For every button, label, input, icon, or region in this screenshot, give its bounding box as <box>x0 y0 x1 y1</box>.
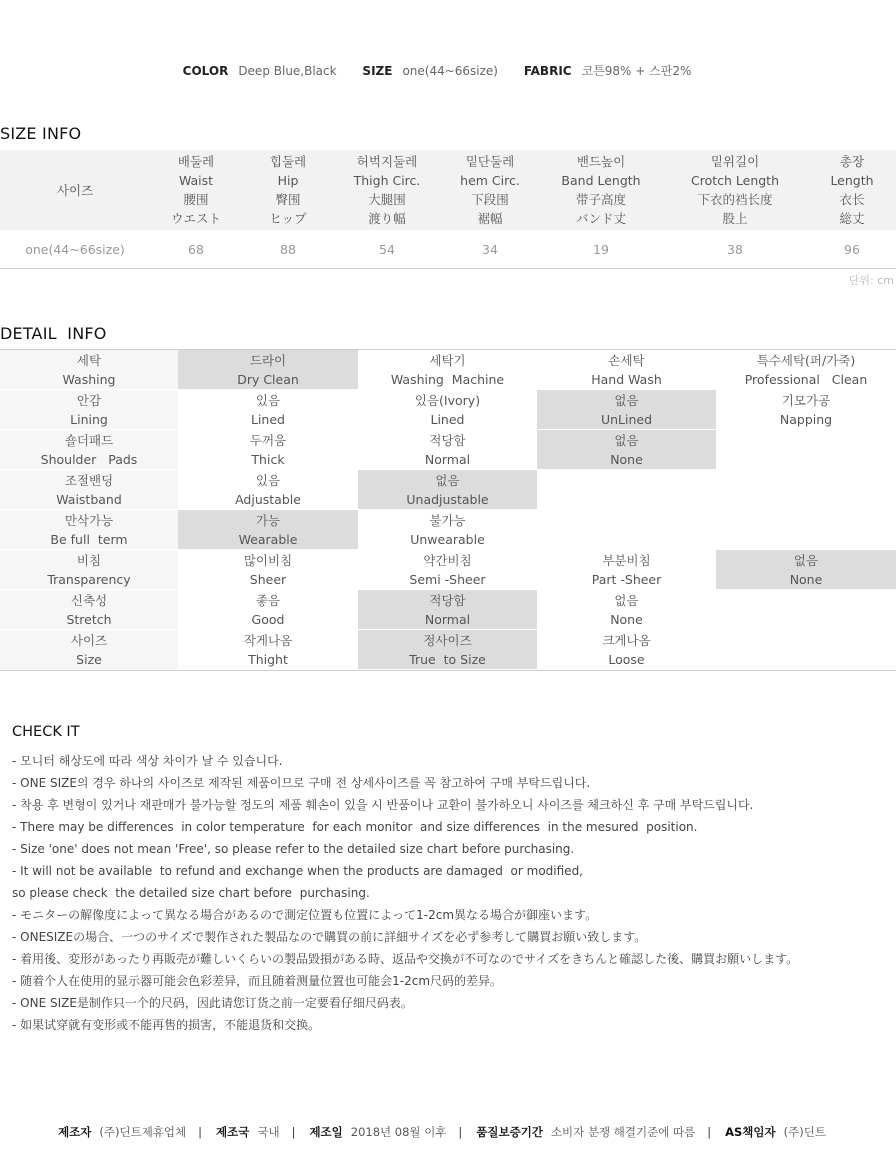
detail-row-washing <box>0 350 896 390</box>
detail-label: 조절밴딩 Waistband <box>0 470 178 510</box>
detail-label: 사이즈 Size <box>0 630 178 670</box>
detail-option: 손세탁 Hand Wash <box>537 350 716 390</box>
size-row <box>0 230 896 269</box>
size-col-band: 밴드높이 Band Length 带子高度 バンド丈 <box>540 150 662 230</box>
size-row-label: one(44~66size) <box>0 230 150 269</box>
size-col-hip: 힙둘레 Hip 臀围 ヒップ <box>242 150 334 230</box>
detail-option: 있음 Lined <box>178 390 358 430</box>
detail-option: 부분비침 Part -Sheer <box>537 550 716 590</box>
detail-option: 있음 Adjustable <box>178 470 358 510</box>
footer-key: 품질보증기간 <box>476 1125 543 1139</box>
footer-key: AS책임자 <box>725 1125 776 1139</box>
detail-row-stretch <box>0 590 896 630</box>
check-it-item: - モニターの解像度によって異なる場合があるので測定位置も位置によって1-2cm異なる場合が御座います。 <box>12 908 598 922</box>
detail-option <box>537 470 716 510</box>
footer-separator: | <box>707 1125 712 1139</box>
detail-option: 약간비침 Semi -Sheer <box>358 550 537 590</box>
footer-separator: | <box>458 1125 463 1139</box>
detail-option-selected: 없음 None <box>716 550 896 590</box>
detail-option: 기모가공 Napping <box>716 390 896 430</box>
check-it-item: - 随着个人在使用的显示器可能会色彩差异，而且随着测量位置也可能会1-2cm尺码的差异。 <box>12 974 503 988</box>
detail-label: 안감 Lining <box>0 390 178 430</box>
detail-option: 크게나옴 Loose <box>537 630 716 670</box>
detail-option <box>537 510 716 550</box>
detail-option-selected: 정사이즈 True to Size <box>358 630 537 670</box>
check-it-item: - Size 'one' does not mean 'Free', so please refer to the detailed size chart before purchasing. <box>12 842 575 856</box>
size-value-crotch: 38 <box>662 230 808 269</box>
check-it-item: - There may be differences in color temperature for each monitor and size differences in the mesured position. <box>12 820 698 834</box>
size-value-band: 19 <box>540 230 662 269</box>
detail-option <box>716 470 896 510</box>
detail-row-full-term <box>0 510 896 550</box>
detail-option-selected: 가능 Wearable <box>178 510 358 550</box>
detail-option <box>716 630 896 670</box>
detail-option: 세탁기 Washing Machine <box>358 350 537 390</box>
size-col-thigh: 허벅지둘레 Thigh Circ. 大腿围 渡り幅 <box>334 150 440 230</box>
check-it-item: - 착용 후 변형이 있거나 재판매가 불가능할 정도의 제품 훼손이 있을 시 반품이나 교환이 불가하오니 사이즈를 체크하신 후 구매 부탁드립니다. <box>12 798 754 812</box>
detail-label: 비침 Transparency <box>0 550 178 590</box>
footer-value: 2018년 08월 이후 <box>350 1125 447 1139</box>
size-row-header: 사이즈 <box>0 150 150 230</box>
detail-option-selected: 없음 Unadjustable <box>358 470 537 510</box>
check-it-item: - 着用後、変形があったり再販売が難しいくらいの製品毀損がある時、返品や交換が不可なのでサイズをきちんと確認した後、購買お願いします。 <box>12 952 799 966</box>
size-key: SIZE <box>362 64 393 78</box>
detail-option <box>716 430 896 470</box>
size-info-table <box>0 150 896 269</box>
detail-option: 좋음 Good <box>178 590 358 630</box>
detail-option: 작게나옴 Thight <box>178 630 358 670</box>
check-it-item: - ONESIZEの場合、一つのサイズで製作された製品なので購買の前に詳細サイズを必ず参考して購買お願い致します。 <box>12 930 647 944</box>
detail-label: 세탁 Washing <box>0 350 178 390</box>
detail-option: 불가능 Unwearable <box>358 510 537 550</box>
detail-row-lining <box>0 390 896 430</box>
size-col-crotch: 밑위길이 Crotch Length 下衣的裆长度 股上 <box>662 150 808 230</box>
size-value-hip: 88 <box>242 230 334 269</box>
footer-value: (주)딘트제휴업체 <box>99 1125 187 1139</box>
detail-option: 적당함 Normal <box>358 430 537 470</box>
footer-key: 제조일 <box>309 1125 343 1139</box>
color-key: COLOR <box>182 64 229 78</box>
check-it-title: CHECK IT <box>12 724 80 740</box>
detail-row-transparency <box>0 550 896 590</box>
check-it-list <box>12 750 892 1036</box>
size-value-thigh: 54 <box>334 230 440 269</box>
size-info-title: SIZE INFO <box>0 124 82 143</box>
detail-option <box>716 590 896 630</box>
detail-option: 많이비침 Sheer <box>178 550 358 590</box>
footer-separator: | <box>198 1125 203 1139</box>
footer-value: 소비자 분쟁 해결기준에 따름 <box>550 1125 696 1139</box>
check-it-item: - It will not be available to refund and exchange when the products are damaged or modified, <box>12 864 583 878</box>
detail-option: 없음 None <box>537 590 716 630</box>
detail-option: 두꺼움 Thick <box>178 430 358 470</box>
size-col-length: 총장 Length 衣长 総丈 <box>808 150 896 230</box>
detail-option <box>716 510 896 550</box>
check-it-item: - 如果试穿就有变形或不能再售的损害，不能退货和交换。 <box>12 1018 321 1032</box>
detail-row-waistband <box>0 470 896 510</box>
footer-key: 제조자 <box>58 1125 92 1139</box>
detail-label: 신축성 Stretch <box>0 590 178 630</box>
check-it-item: so please check the detailed size chart before purchasing. <box>12 886 370 900</box>
fabric-key: FABRIC <box>523 64 572 78</box>
detail-info-grid <box>0 349 896 671</box>
detail-option-selected: 드라이 Dry Clean <box>178 350 358 390</box>
unit-note: 단위: cm <box>848 274 894 287</box>
size-value-waist: 68 <box>150 230 242 269</box>
product-info-footer <box>0 1124 896 1140</box>
detail-option-selected: 없음 None <box>537 430 716 470</box>
size-value-length: 96 <box>808 230 896 269</box>
footer-separator: | <box>291 1125 296 1139</box>
detail-info-title: DETAIL INFO <box>0 324 107 343</box>
detail-label: 만삭가능 Be full term <box>0 510 178 550</box>
detail-option-selected: 적당함 Normal <box>358 590 537 630</box>
size-value-hem: 34 <box>440 230 540 269</box>
size-col-hem: 밑단둘레 hem Circ. 下段围 裾幅 <box>440 150 540 230</box>
check-it-item: - 모니터 해상도에 따라 색상 차이가 날 수 있습니다. <box>12 754 283 768</box>
detail-label: 숄더패드 Shoulder Pads <box>0 430 178 470</box>
detail-option-selected: 없음 UnLined <box>537 390 716 430</box>
check-it-item: - ONE SIZE是制作只一个的尺码，因此请您订货之前一定要看仔细尺码表。 <box>12 996 413 1010</box>
detail-option: 있음(Ivory) Lined <box>358 390 537 430</box>
color-value: Deep Blue,Black <box>238 64 337 78</box>
footer-value: 국내 <box>257 1125 280 1139</box>
fabric-value: 코튼98% + 스판2% <box>581 64 692 78</box>
size-value: one(44~66size) <box>402 64 498 78</box>
detail-row-size-fit <box>0 630 896 670</box>
spec-line <box>0 62 896 79</box>
detail-option: 특수세탁(퍼/가죽) Professional Clean <box>716 350 896 390</box>
check-it-item: - ONE SIZE의 경우 하나의 사이즈로 제작된 제품이므로 구매 전 상세사이즈를 꼭 참고하여 구매 부탁드립니다. <box>12 776 591 790</box>
size-header-row <box>0 150 896 230</box>
footer-key: 제조국 <box>216 1125 250 1139</box>
size-col-waist: 배둘레 Waist 腰围 ウエスト <box>150 150 242 230</box>
detail-row-shoulder-pads <box>0 430 896 470</box>
footer-value: (주)딘트 <box>783 1125 826 1139</box>
